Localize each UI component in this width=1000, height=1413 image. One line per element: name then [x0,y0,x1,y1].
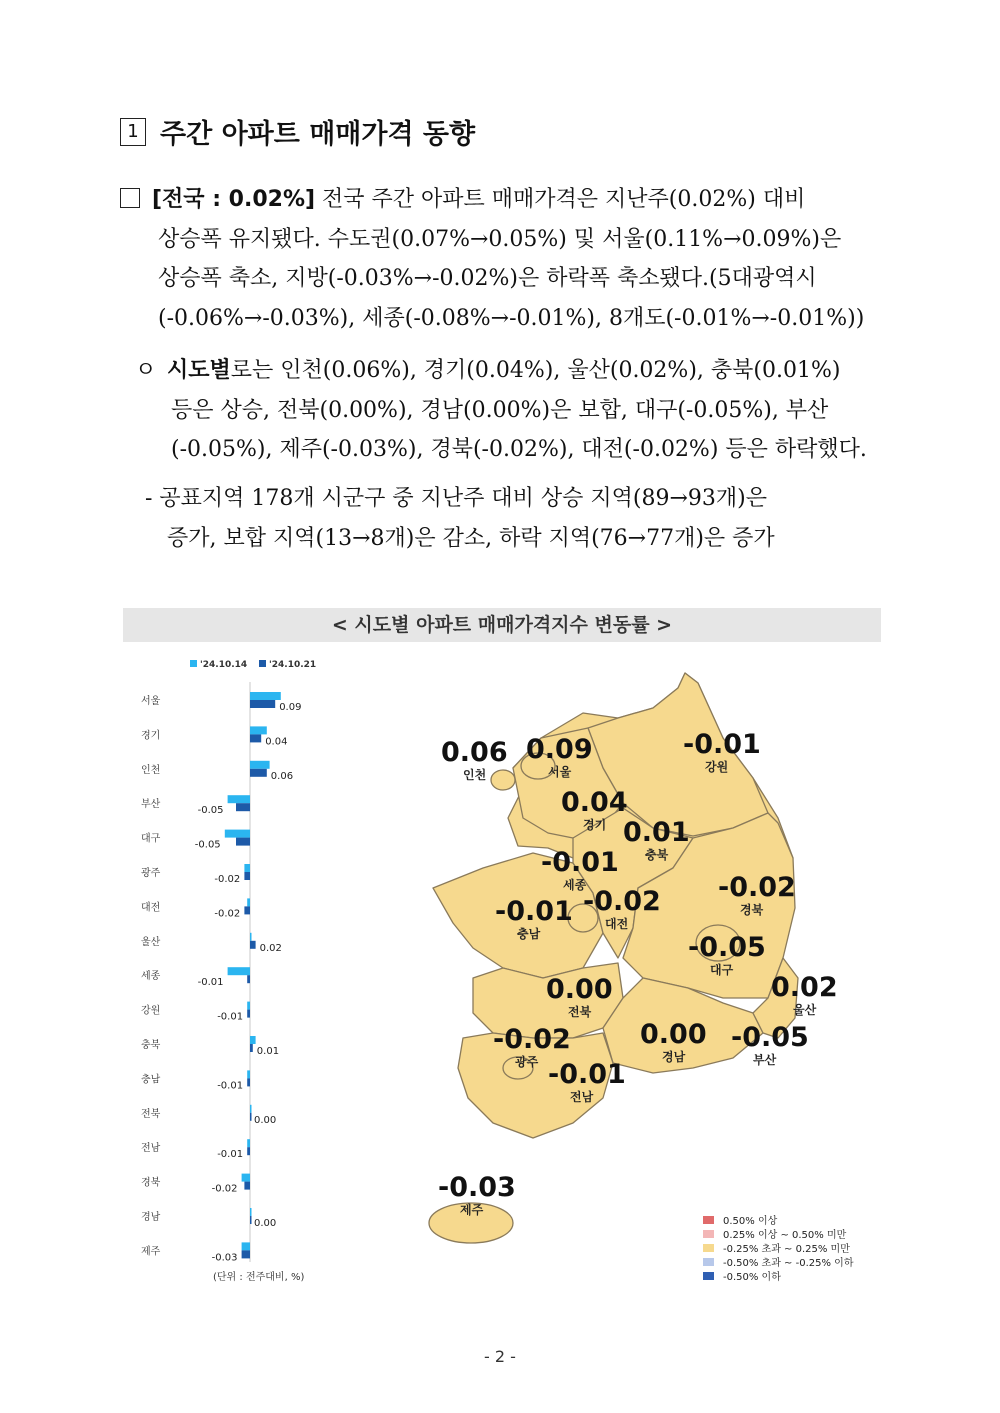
map-value-label: 0.06 [441,737,508,768]
map-value-label: -0.05 [731,1022,809,1053]
figure-regional-price-change [123,608,881,1288]
map-region-name: 세종 [563,878,587,892]
bar-1021 [250,769,267,777]
bar-1014 [250,1105,252,1113]
bar-1014 [228,967,250,975]
category-label: 서울 [141,696,161,707]
para1-line-2: 상승폭 유지됐다. 수도권(0.07%→0.05%) 및 서울(0.11%→0.09%)은 [158,226,842,252]
category-label: 전남 [141,1143,161,1155]
section-title: 주간 아파트 매매가격 동향 [160,119,476,150]
bar-1014 [228,795,250,803]
bar-1014 [242,1174,250,1182]
bar-1014 [250,1036,256,1044]
data-label: -0.05 [197,805,224,817]
map-value-label: -0.02 [583,886,661,917]
category-label: 광주 [141,868,161,879]
bar-1014 [250,1208,252,1216]
map-legend-swatch [703,1244,714,1252]
map-value-label: -0.01 [541,847,619,878]
category-label: 경남 [141,1212,161,1223]
data-label: 0.06 [270,770,294,782]
data-label: -0.01 [217,1149,244,1161]
map-value-label: -0.03 [438,1172,516,1203]
data-label: -0.01 [217,1080,244,1092]
regional-bar-chart [123,642,333,1288]
para2-line-3: (-0.05%), 제주(-0.03%), 경북(-0.02%), 대전(-0.02%) 등은 하락했다. [171,437,867,462]
map-legend-swatch [703,1272,714,1280]
bar-1021 [242,1250,250,1258]
map-value-label: -0.05 [688,932,766,963]
square-bullet-icon [120,188,140,208]
category-label: 인천 [141,764,161,776]
data-label: -0.02 [211,1183,238,1195]
paragraph-district-count [145,479,890,558]
map-region-name: 강원 [705,760,729,774]
bar-1021 [247,1147,250,1155]
category-label: 대구 [141,833,161,845]
category-label: 세종 [141,971,161,983]
data-label: -0.02 [214,874,241,885]
map-region-name: 전북 [568,1005,592,1019]
map-value-label: 0.00 [546,974,613,1005]
bar-1014 [250,761,270,769]
map-value-label: -0.01 [683,729,761,760]
map-region-name: 부산 [753,1053,777,1067]
bar-1014 [244,864,250,872]
data-label: -0.01 [197,977,224,989]
map-value-label: 0.00 [640,1019,707,1050]
category-label: 전북 [141,1108,161,1120]
bar-1014 [247,898,250,906]
map-region-name: 울산 [793,1003,817,1017]
map-region-incheon [491,770,515,790]
section-number-box: 1 [120,118,146,146]
para3-line-1: 공표지역 178개 시군구 중 지난주 대비 상승 지역(89→93개)은 [152,486,768,511]
data-label: 0.02 [259,942,282,954]
by-region-lead: 시도별 [167,358,231,383]
bar-group [141,682,301,1263]
bar-1014 [250,692,281,700]
data-label: -0.03 [211,1252,238,1264]
data-label: 0.09 [279,702,302,713]
legend-label-1021: '24.10.21 [269,660,317,670]
category-label: 부산 [141,799,161,811]
bar-1021 [250,1216,252,1224]
map-value-label: -0.01 [548,1059,626,1090]
bar-1021 [236,838,250,846]
para1-line-1: 전국 주간 아파트 매매가격은 지난주(0.02%) 대비 [315,187,806,212]
map-value-label: 0.09 [526,734,593,765]
data-label: -0.01 [217,1011,244,1023]
map-value-label: -0.01 [495,896,573,927]
bar-1021 [250,734,261,742]
map-legend-label: 0.25% 이상 ~ 0.50% 미만 [723,1230,847,1241]
map-region-name: 제주 [460,1203,484,1217]
category-label: 대전 [141,902,161,914]
category-label: 경기 [141,730,161,742]
map-legend [703,1214,854,1283]
map-value-label: 0.04 [561,787,628,818]
bar-1014 [225,830,250,838]
bar-1021 [247,1078,250,1086]
national-rate-lead: [전국 : 0.02%] [152,187,316,212]
para3-line-2: 증가, 보합 지역(13→8개)은 감소, 하락 지역(76→77개)은 증가 [167,525,775,551]
map-region-name: 대구 [710,963,734,977]
map-region-name: 경기 [583,818,607,832]
unit-note: (단위 : 전주대비, %) [213,1272,305,1283]
map-legend-swatch [703,1230,714,1238]
bar-1021 [250,941,256,949]
page-number: - 2 - [484,1347,516,1366]
bar-1021 [244,1182,250,1190]
para1-line-3: 상승폭 축소, 지방(-0.03%→-0.02%)은 하락폭 축소됐다.(5대광역시 [158,266,817,291]
legend-swatch-1021 [259,660,266,667]
map-region-name: 충북 [645,848,669,862]
map-legend-label: -0.25% 초과 ~ 0.25% 미만 [723,1244,850,1255]
para1-line-4: (-0.06%→-0.03%), 세종(-0.08%→-0.01%), 8개도(-0.01%→-0.01%)) [158,305,865,331]
bar-1014 [247,1139,250,1147]
map-region-name: 충남 [517,927,541,941]
map-legend-label: -0.50% 초과 ~ -0.25% 이하 [723,1258,854,1269]
legend-label-1014: '24.10.14 [200,660,248,670]
map-legend-label: -0.50% 이하 [723,1272,781,1283]
para2-line-2: 등은 상승, 전북(0.00%), 경남(0.00%)은 보합, 대구(-0.05%), 부산 [171,397,829,423]
category-label: 경북 [141,1177,161,1189]
bar-1014 [250,726,267,734]
map-region-name: 경북 [740,903,764,917]
category-label: 울산 [141,936,161,948]
bar-1014 [250,933,252,941]
bar-1014 [247,1002,250,1010]
bar-1014 [242,1242,250,1250]
category-label: 충남 [141,1074,161,1086]
category-label: 충북 [141,1040,161,1051]
map-region-name: 인천 [463,768,487,782]
figure-title: < 시도별 아파트 매매가격지수 변동률 > [123,608,881,642]
bar-1021 [244,906,250,914]
map-value-label: -0.02 [493,1024,571,1055]
data-label: -0.05 [194,839,221,851]
dash-bullet: - [145,486,153,511]
bar-1021 [244,872,250,880]
section-heading [120,112,475,151]
bar-1021 [236,803,250,811]
data-label: 0.04 [265,736,288,748]
map-value-label: 0.02 [771,972,838,1003]
data-label: 0.00 [254,1114,277,1126]
data-label: 0.01 [256,1046,280,1057]
data-label: 0.00 [254,1218,277,1229]
paragraph-national [120,180,890,338]
map-value-label: -0.02 [718,872,796,903]
map-region-name: 서울 [548,765,572,779]
category-label: 강원 [141,1005,161,1017]
map-legend-label: 0.50% 이상 [723,1216,778,1227]
map-region-name: 대전 [605,917,629,931]
map-region-name: 광주 [515,1055,539,1069]
bar-1014 [247,1070,250,1078]
bar-1021 [250,1044,253,1052]
map-region-name: 전남 [570,1090,594,1104]
map-legend-swatch [703,1258,714,1266]
data-label: -0.02 [214,908,241,920]
bar-1021 [247,1010,250,1018]
circle-bullet: ㅇ [135,358,157,383]
bar-1021 [250,1113,252,1121]
legend-swatch-1014 [190,660,197,667]
bar-1021 [247,975,250,983]
map-legend-swatch [703,1216,714,1224]
chart-legend [190,660,316,670]
korea-map [423,668,881,1288]
paragraph-by-region [135,351,890,470]
category-label: 제주 [141,1246,161,1258]
map-value-label: 0.01 [623,817,690,848]
bar-1021 [250,700,275,708]
map-region-name: 경남 [662,1050,686,1064]
para2-line-1: 로는 인천(0.06%), 경기(0.04%), 울산(0.02%), 충북(0.01%) [230,358,841,383]
